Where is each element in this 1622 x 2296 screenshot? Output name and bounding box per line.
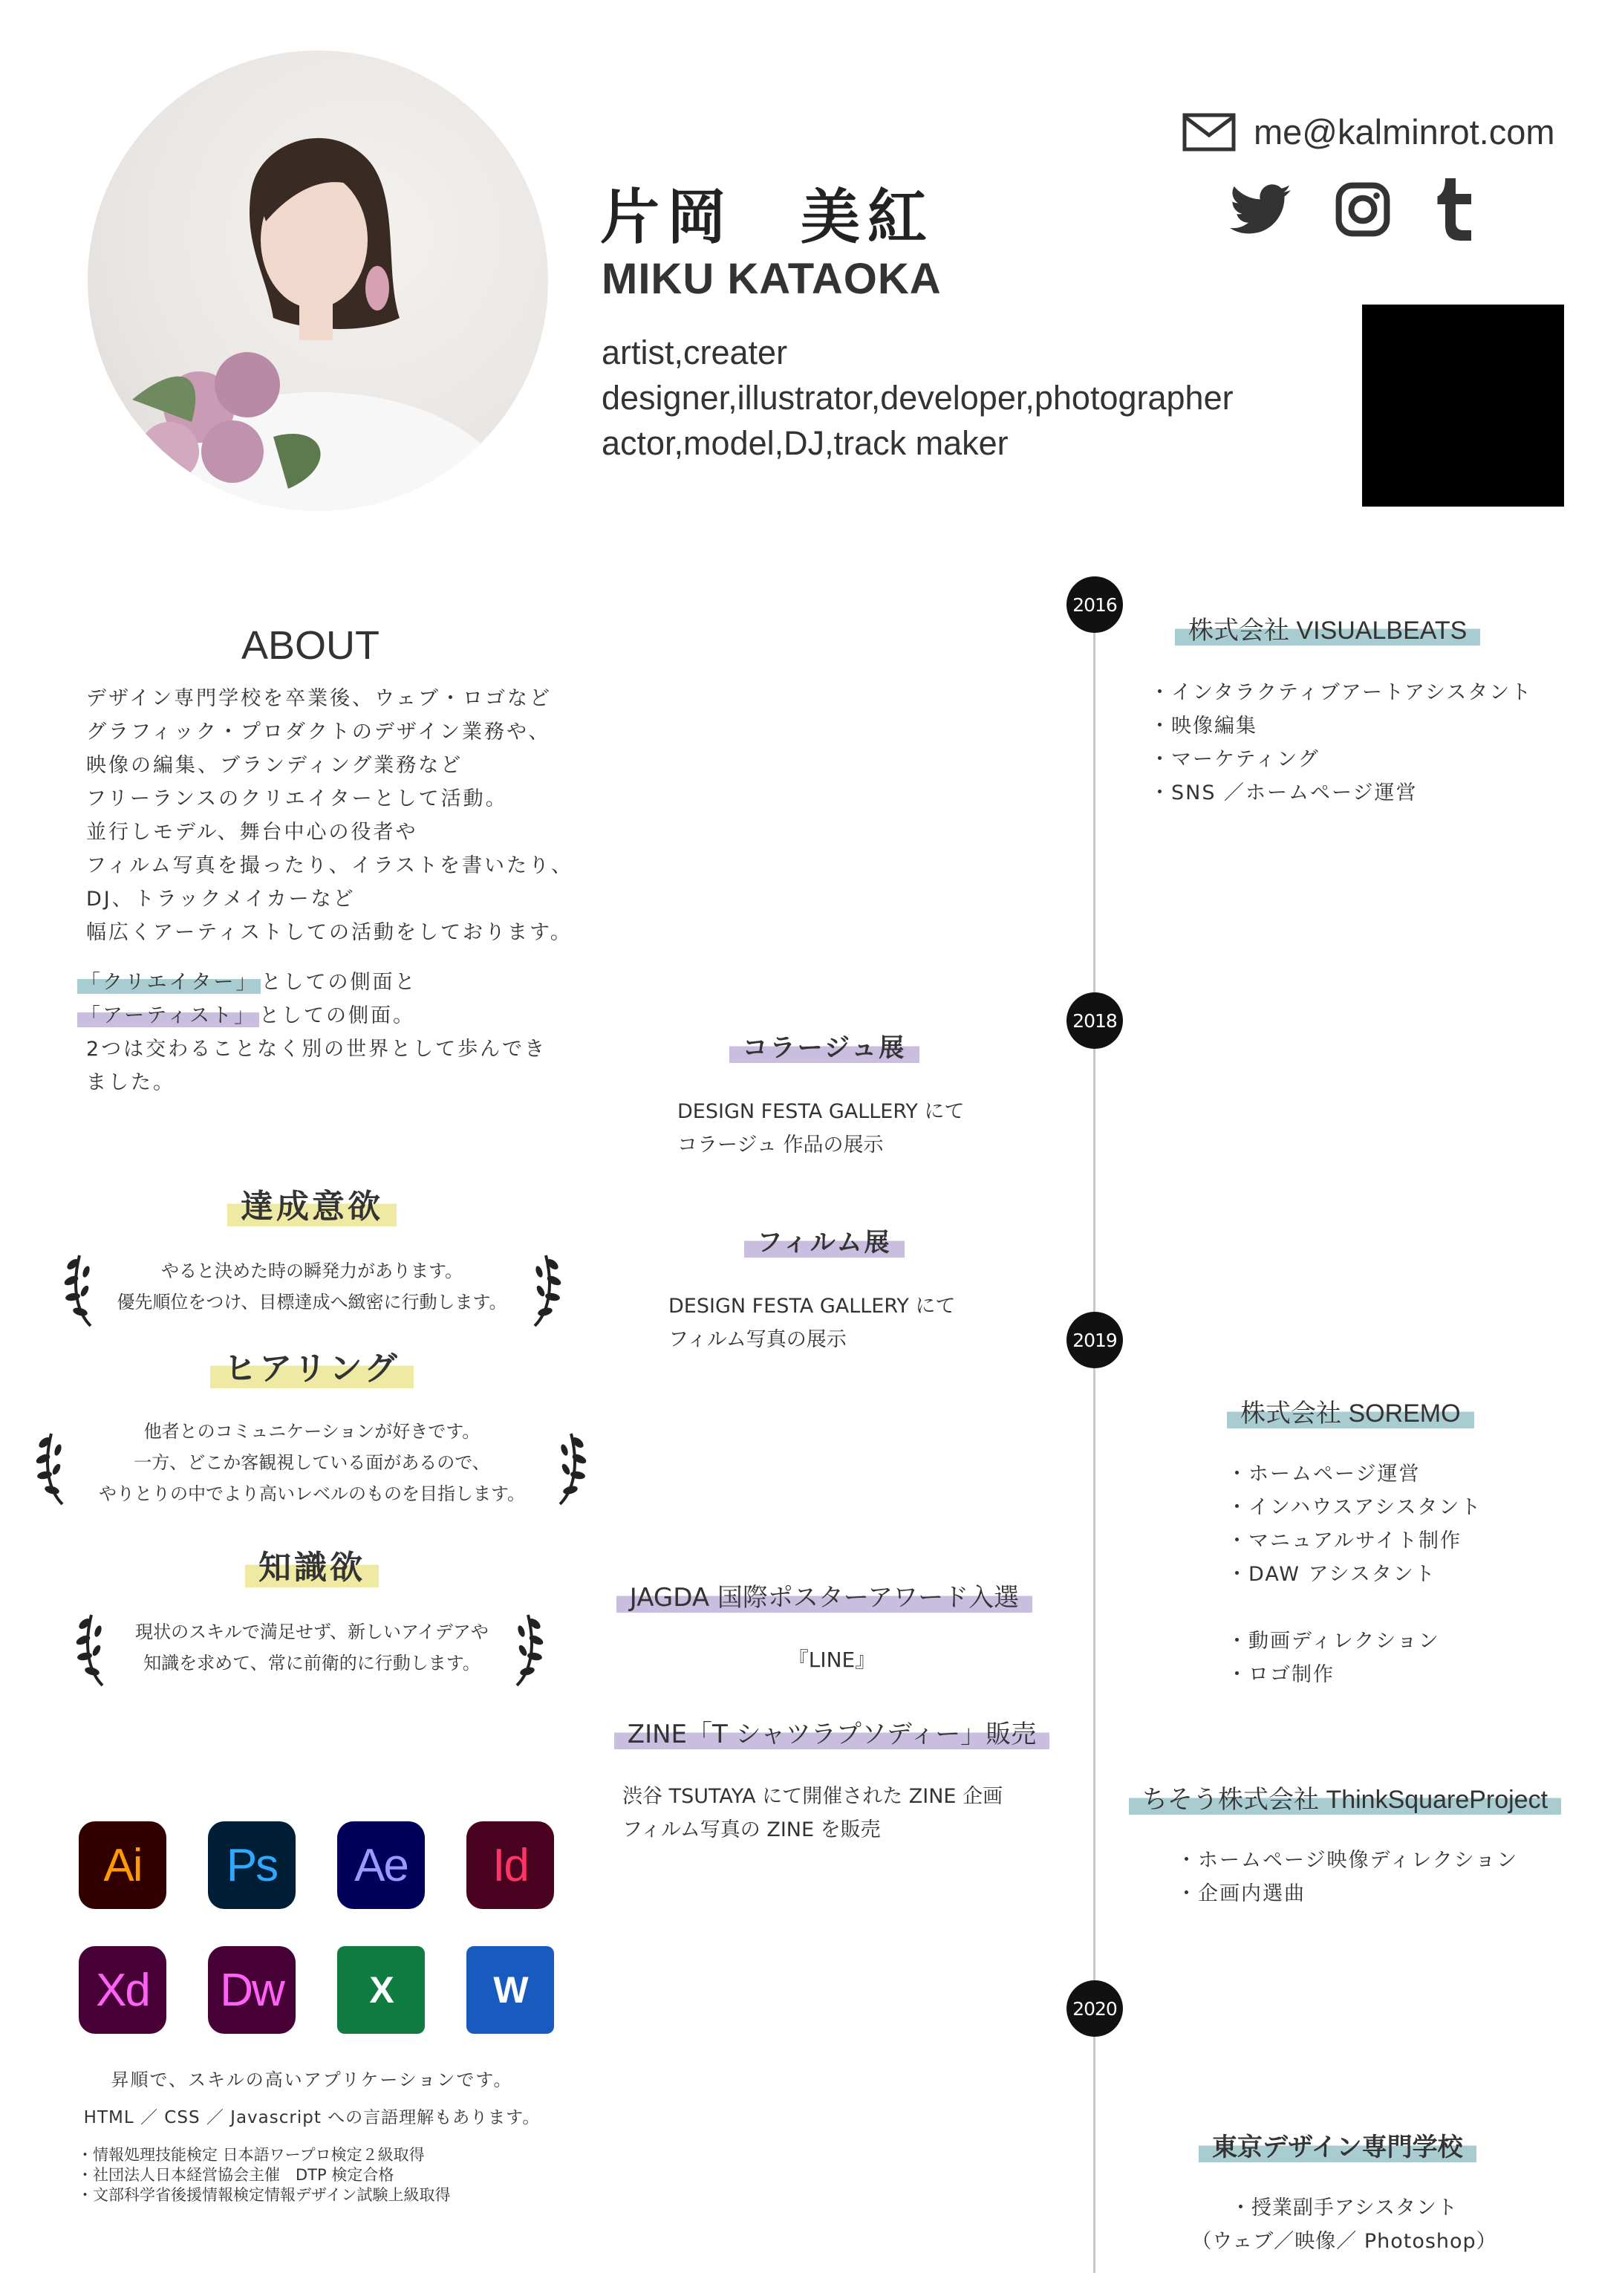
creator-tag: 「クリエイター」 (77, 971, 261, 994)
bullet-item: （ウェブ／映像／ Photoshop） (1191, 2230, 1497, 2253)
email-link[interactable] (1182, 111, 1555, 152)
about-line: デザイン専門学校を卒業後、ウェブ・ロゴなど (86, 687, 553, 710)
app-label: Id (492, 1839, 528, 1891)
app-label: Ai (103, 1839, 142, 1891)
experience-soremo-items (1227, 1457, 1482, 1691)
about-line: DJ、トラックメイカーなど (86, 888, 356, 911)
mail-icon (1182, 113, 1236, 152)
app-label: X (369, 1969, 393, 2011)
social-links (1230, 178, 1476, 241)
experience-title: 東京デザイン専門学校 (1199, 2133, 1476, 2162)
exhibit-jagda-desc (668, 1643, 995, 1677)
laurel-left-icon (53, 1248, 105, 1330)
facet-artist (77, 999, 547, 1032)
experience-thinksquare (1129, 1786, 1561, 1815)
bullet-item: ・授業副手アシスタント (1230, 2196, 1459, 2219)
exhibit-film (654, 1229, 995, 1258)
exhibit-collage-desc (677, 1095, 964, 1162)
trait-3 (30, 1549, 594, 1587)
trait-title: ヒアリング (210, 1350, 413, 1388)
app-label: Xd (96, 1964, 149, 2016)
about-line: フィルム写真を撮ったり、イラストを書いたり、 (86, 854, 573, 877)
exhibit-line: DESIGN FESTA GALLERY にて (668, 1295, 956, 1318)
about-title: ABOUT (241, 623, 380, 668)
xd-icon (79, 1946, 166, 2034)
laurel-right-icon (545, 1426, 597, 1508)
trait-2 (30, 1350, 594, 1388)
exhibit-title: JAGDA 国際ポスターアワード入選 (616, 1584, 1032, 1613)
app-label: W (493, 1969, 527, 2011)
excel-icon (337, 1946, 425, 2034)
exhibit-line: コラージュ 作品の展示 (677, 1134, 884, 1157)
after-effects-icon (337, 1821, 425, 1909)
exhibit-line: フィルム写真の ZINE を販売 (622, 1818, 881, 1841)
trait-line: 一方、どこか客観視している面があるので、 (134, 1452, 490, 1473)
app-label: Ae (354, 1839, 408, 1891)
exhibit-title: フィルム展 (744, 1229, 905, 1258)
name-jp: 片岡 美紅 (600, 183, 934, 252)
trait-line: 他者とのコミュニケーションが好きです。 (143, 1421, 481, 1442)
trait-line: 現状のスキルで満足せず、新しいアイデアや (135, 1622, 489, 1642)
laurel-right-icon (520, 1248, 572, 1330)
exhibit-collage (654, 1034, 995, 1063)
trait-title: 達成意欲 (227, 1188, 397, 1226)
trait-title: 知識欲 (245, 1549, 379, 1587)
exhibit-zine (587, 1720, 1077, 1749)
cert-item: ・情報処理技能検定 日本語ワープロ検定２級取得 (77, 2146, 425, 2164)
tumblr-icon[interactable] (1435, 178, 1476, 241)
creator-suffix: としての側面と (261, 971, 417, 994)
bullet-item: ・ロゴ制作 (1227, 1663, 1335, 1686)
role-line: designer,illustrator,developer,photographer (602, 379, 1234, 417)
about-closing-line: ました。 (86, 1071, 175, 1094)
instagram-icon[interactable] (1335, 182, 1390, 237)
indesign-icon (466, 1821, 554, 1909)
exhibit-film-desc (668, 1290, 955, 1356)
artist-suffix: としての側面。 (259, 1004, 416, 1027)
about-paragraph (86, 682, 573, 949)
role-line: actor,model,DJ,track maker (602, 424, 1009, 462)
trait-line: 優先順位をつけ、目標達成へ緻密に行動します。 (117, 1292, 507, 1313)
exhibit-line: フィルム写真の展示 (668, 1328, 847, 1351)
experience-thinksquare-items (1176, 1844, 1518, 1910)
certifications (77, 2145, 451, 2205)
exhibit-line: 『LINE』 (787, 1648, 876, 1672)
exhibit-title: ZINE「T シャツラプソディー」販売 (614, 1720, 1049, 1749)
name-en: MIKU KATAOKA (602, 255, 942, 303)
exhibit-jagda (587, 1584, 1062, 1613)
exhibit-zine-desc (622, 1780, 1003, 1847)
email-text: me@kalminrot.com (1254, 112, 1555, 152)
experience-tokyo-design (1199, 2133, 1476, 2162)
artist-tag: 「アーティスト」 (77, 1004, 259, 1027)
cert-item: ・文部科学省後援情報検定情報デザイン試験上級取得 (77, 2186, 451, 2204)
roles (602, 330, 1234, 466)
facet-creator (77, 966, 547, 999)
about-line: 映像の編集、ブランディング業務など (86, 754, 463, 777)
year-marker: 2016 (1066, 576, 1123, 633)
trait-3-description (97, 1616, 527, 1679)
app-label: Ps (226, 1839, 278, 1891)
word-icon (466, 1946, 554, 2034)
illustrator-icon (79, 1821, 166, 1909)
skills-languages: HTML ／ CSS ／ Javascript への言語理解もあります。 (83, 2108, 541, 2127)
dreamweaver-icon (208, 1946, 296, 2034)
about-closing-line: 2つは交わることなく別の世界として歩んでき (86, 1038, 547, 1061)
bullet-item: ・企画内選曲 (1176, 1882, 1306, 1905)
qr-code-placeholder (1362, 305, 1564, 507)
laurel-left-icon (65, 1607, 117, 1689)
bullet-item: ・ホームページ運営 (1227, 1463, 1421, 1486)
bullet-item: ・インタラクティブアートアシスタント (1150, 681, 1533, 704)
year-marker: 2020 (1066, 1980, 1123, 2037)
laurel-right-icon (502, 1607, 554, 1689)
about-facets (77, 966, 547, 1099)
profile-photo (88, 51, 548, 511)
bullet-item: ・インハウスアシスタント (1227, 1496, 1482, 1519)
experience-visualbeats-items (1150, 676, 1532, 810)
experience-visualbeats (1175, 617, 1480, 645)
exhibit-title: コラージュ展 (729, 1034, 920, 1063)
trait-1 (30, 1188, 594, 1226)
trait-line: やりとりの中でより高いレベルのものを目指します。 (98, 1483, 526, 1504)
bullet-item: ・マニュアルサイト制作 (1227, 1529, 1462, 1552)
bullet-item: ・マーケティング (1150, 748, 1320, 771)
trait-2-description (74, 1416, 550, 1509)
app-icons-grid (79, 1821, 569, 2034)
bullet-item: ・映像編集 (1150, 715, 1257, 738)
exhibit-line: 渋谷 TSUTAYA にて開催された ZINE 企画 (622, 1785, 1003, 1808)
experience-title: 株式会社 SOREMO (1227, 1399, 1474, 1428)
bullet-item: ・動画ディレクション (1227, 1630, 1440, 1653)
experience-soremo (1227, 1399, 1474, 1428)
experience-title: 株式会社 VISUALBEATS (1175, 617, 1480, 645)
year-marker: 2019 (1066, 1312, 1123, 1368)
experience-title: ちそう株式会社 ThinkSquareProject (1129, 1786, 1561, 1815)
skills-note: 昇順で、スキルの高いアプリケーションです。 (111, 2069, 513, 2090)
about-closing (77, 1032, 547, 1099)
laurel-left-icon (25, 1426, 77, 1508)
cert-item: ・社団法人日本経営協会主催 DTP 検定合格 (77, 2166, 394, 2184)
exhibit-line: DESIGN FESTA GALLERY にて (677, 1100, 965, 1123)
about-line: 並行しモデル、舞台中心の役者や (86, 821, 418, 844)
twitter-icon[interactable] (1230, 183, 1291, 235)
about-line: 幅広くアーティストしての活動をしております。 (86, 921, 573, 944)
bullet-item: ・SNS ／ホームページ運営 (1150, 781, 1418, 804)
about-line: フリーランスのクリエイターとして活動。 (86, 787, 508, 810)
photoshop-icon (208, 1821, 296, 1909)
bullet-item: ・DAW アシスタント (1227, 1563, 1436, 1586)
year-marker: 2018 (1066, 992, 1123, 1049)
trait-line: やると決めた時の瞬発力があります。 (160, 1261, 463, 1281)
about-line: グラフィック・プロダクトのデザイン業務や、 (86, 721, 551, 744)
portrait-illustration (88, 51, 548, 511)
bullet-item: ・ホームページ映像ディレクション (1176, 1849, 1519, 1872)
experience-tokyo-design-items (1173, 2191, 1515, 2258)
app-label: Dw (220, 1964, 284, 2016)
trait-1-description (89, 1255, 535, 1318)
trait-line: 知識を求めて、常に前衛的に行動します。 (143, 1653, 481, 1674)
role-line: artist,creater (602, 334, 788, 371)
bullet-item (1227, 1591, 1482, 1625)
